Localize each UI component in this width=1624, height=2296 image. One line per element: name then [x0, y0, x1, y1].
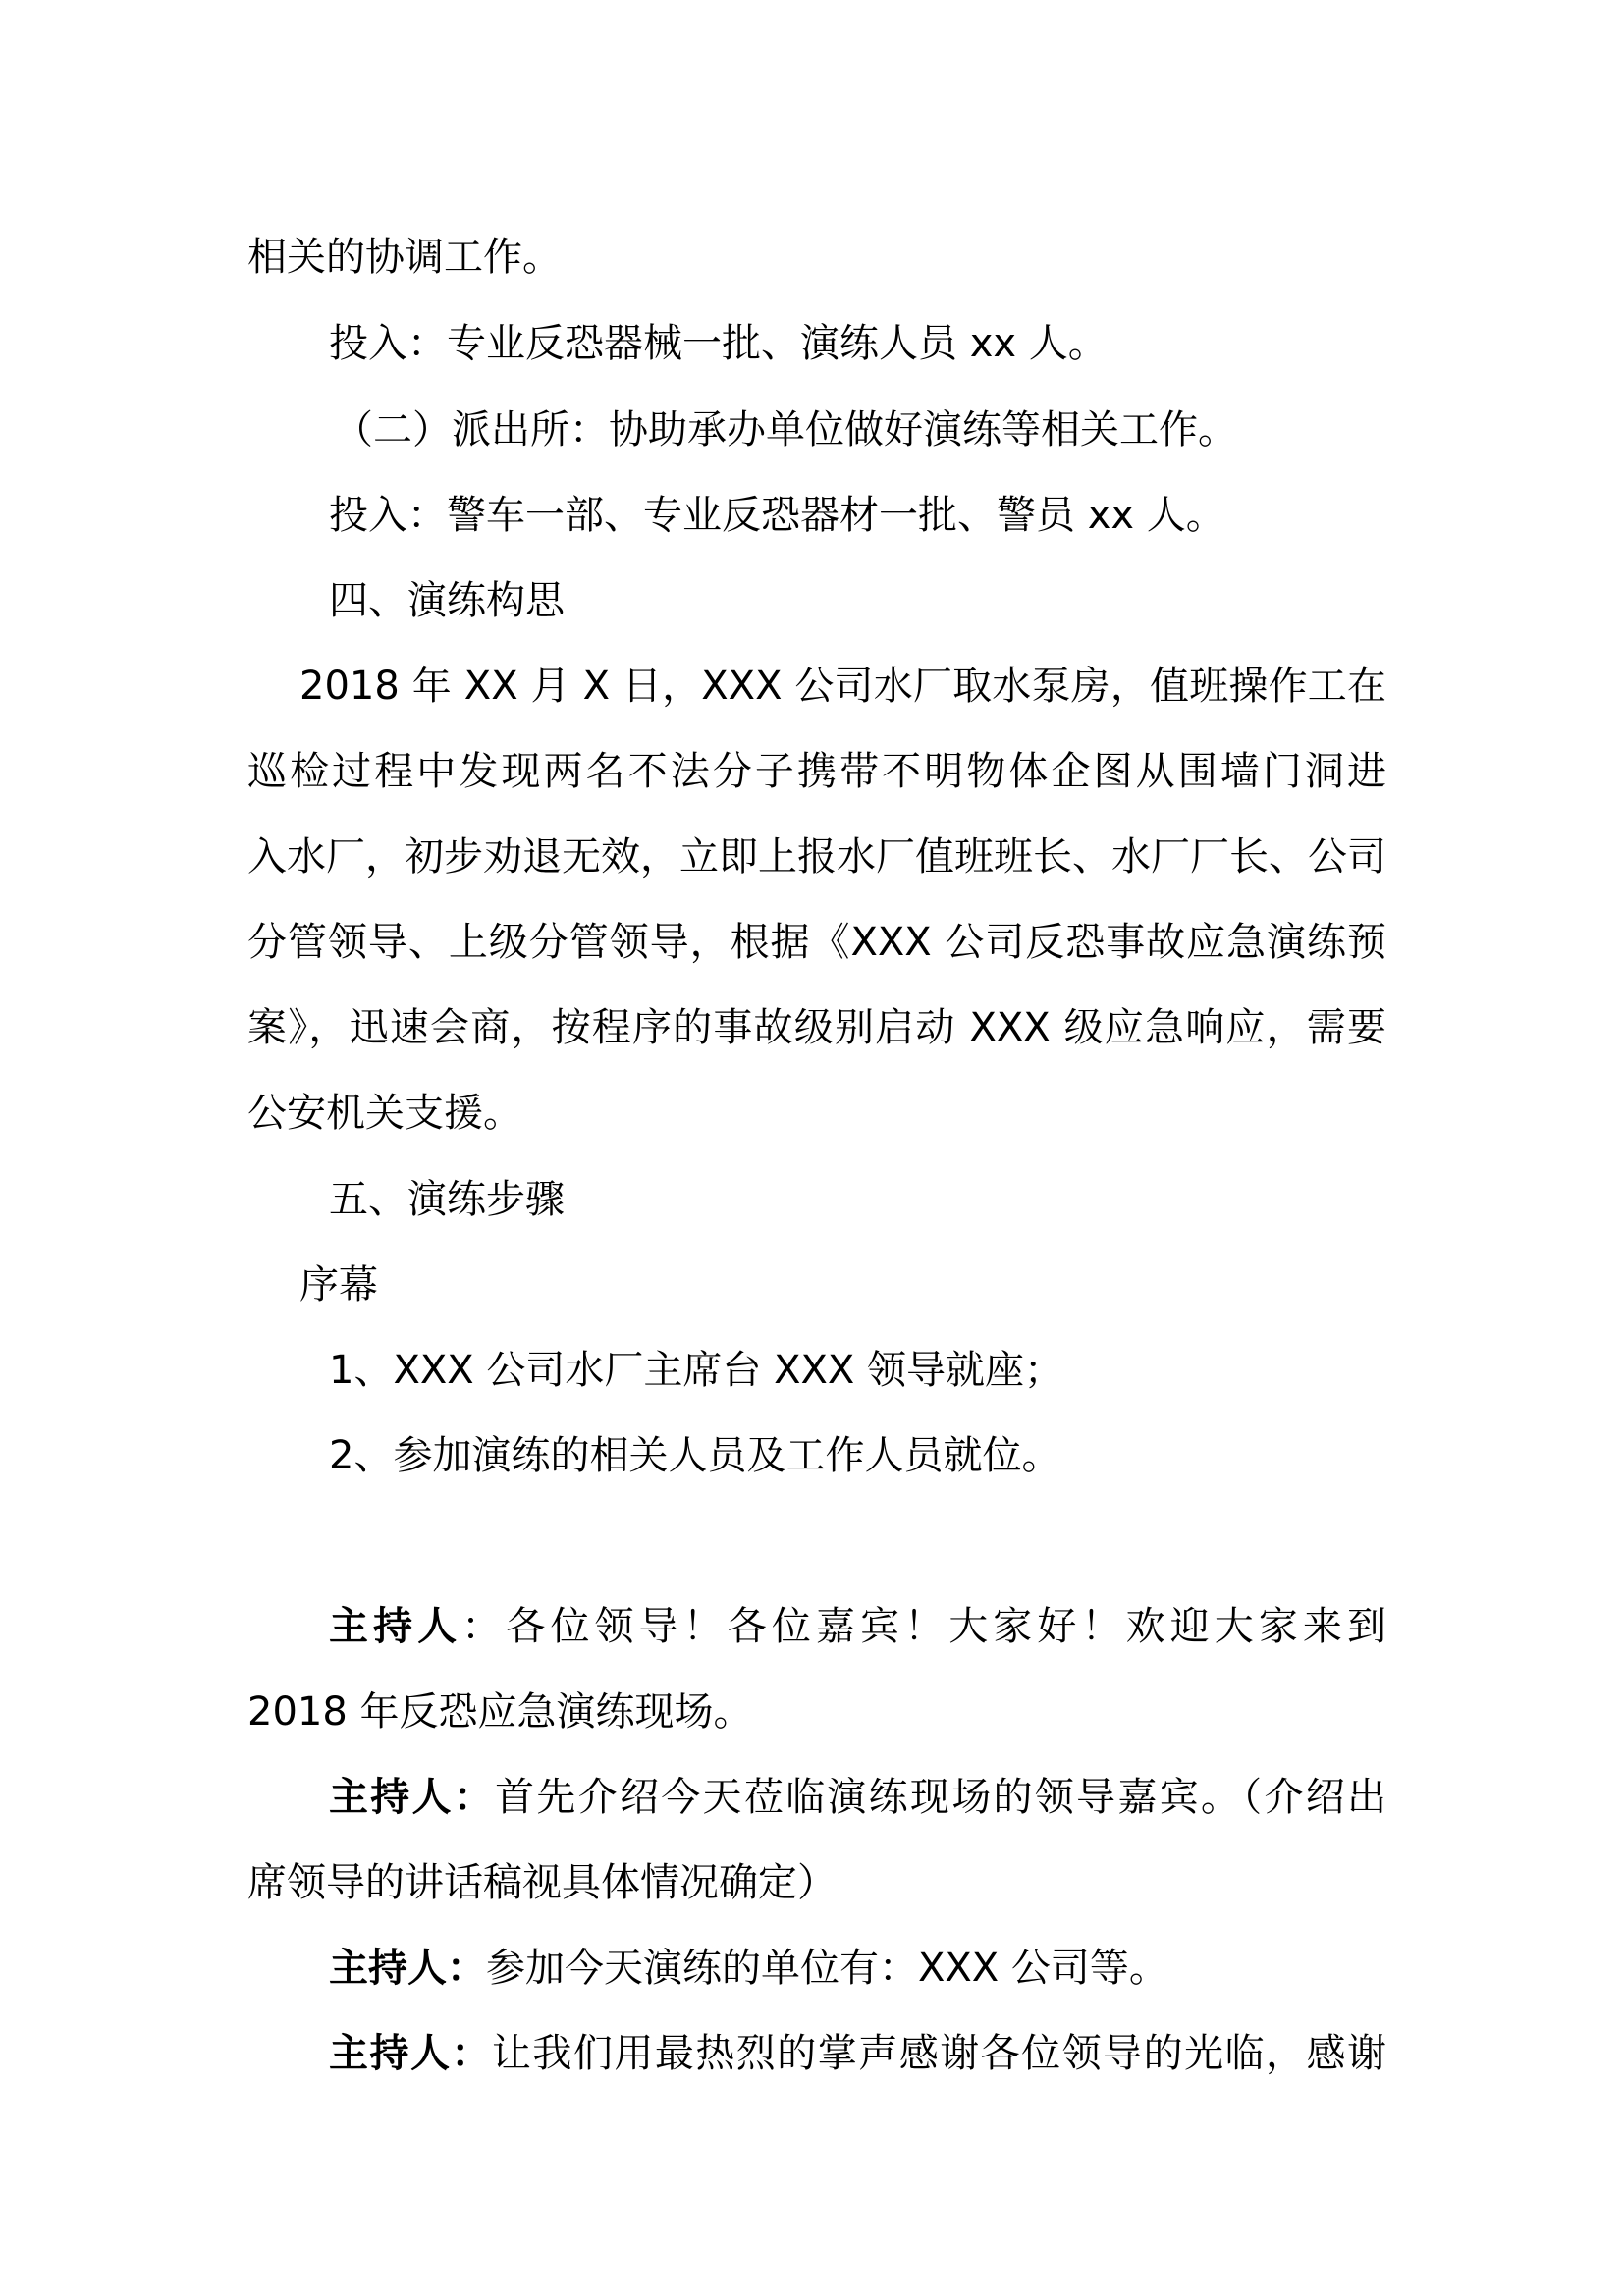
list-item	[329, 1341, 1386, 1400]
paragraph-line	[247, 1084, 1386, 1143]
paragraph-line	[247, 742, 1386, 801]
line-text: 四、演练构思	[329, 578, 565, 623]
dialogue-line	[329, 1939, 1386, 1998]
dialogue-line	[329, 2024, 1386, 2083]
line-text: 投入：专业反恐器械一批、演练人员 xx 人。	[329, 321, 1108, 366]
paragraph-line	[334, 400, 1473, 459]
speaker-label: 主持人：	[329, 2031, 492, 2076]
line-text: 首先介绍今天莅临演练现场的领导嘉宾。（介绍出	[495, 1775, 1387, 1820]
line-text: 席领导的讲话稿视具体情况确定）	[247, 1860, 837, 1905]
paragraph-line	[247, 1682, 1386, 1741]
line-text: （二）派出所：协助承办单位做好演练等相关工作。	[334, 407, 1237, 453]
dialogue-line	[329, 1597, 1386, 1656]
line-text: 巡检过程中发现两名不法分子携带不明物体企图从围墙门洞进	[247, 749, 1386, 794]
list-item	[329, 1426, 1386, 1485]
line-text: ：各位领导！各位嘉宾！大家好！欢迎大家来到	[461, 1604, 1387, 1649]
section-heading	[329, 1170, 1386, 1229]
paragraph-line	[329, 314, 1386, 373]
paragraph-line	[329, 486, 1386, 545]
speaker-label: 主持人：	[329, 1946, 486, 1991]
paragraph-line	[247, 828, 1386, 886]
paragraph-line	[247, 913, 1386, 972]
line-text: 投入：警车一部、专业反恐器材一批、警员 xx 人。	[329, 493, 1225, 538]
paragraph-line	[247, 1853, 1386, 1912]
line-text: 2018 年反恐应急演练现场。	[247, 1689, 753, 1735]
line-text: 2018 年 XX 月 X 日，XXX 公司水厂取水泵房，值班操作工在	[299, 664, 1386, 709]
paragraph-line	[247, 228, 1386, 287]
line-text: 公安机关支援。	[247, 1091, 522, 1136]
line-text: 参加今天演练的单位有：XXX 公司等。	[486, 1946, 1168, 1991]
line-text: 序幕	[299, 1262, 378, 1308]
line-text: 五、演练步骤	[329, 1177, 565, 1222]
section-heading	[329, 571, 1386, 630]
speaker-label: 主持人	[329, 1604, 462, 1649]
line-text: 案》，迅速会商，按程序的事故级别启动 XXX 级应急响应，需要	[247, 1005, 1386, 1050]
line-text: 2、参加演练的相关人员及工作人员就位。	[329, 1433, 1061, 1478]
paragraph-line	[247, 998, 1386, 1057]
dialogue-line	[329, 1768, 1386, 1827]
line-text: 入水厂，初步劝退无效，立即上报水厂值班班长、水厂厂长、公司	[247, 834, 1386, 880]
paragraph-line	[299, 657, 1386, 716]
line-text: 相关的协调工作。	[247, 235, 562, 280]
speaker-label: 主持人：	[329, 1775, 496, 1820]
line-text: 让我们用最热烈的掌声感谢各位领导的光临，感谢	[491, 2031, 1387, 2076]
subsection-heading	[299, 1255, 1386, 1314]
line-text: 分管领导、上级分管领导，根据《XXX 公司反恐事故应急演练预	[247, 920, 1386, 965]
line-text: 1、XXX 公司水厂主席台 XXX 领导就座；	[329, 1348, 1064, 1393]
